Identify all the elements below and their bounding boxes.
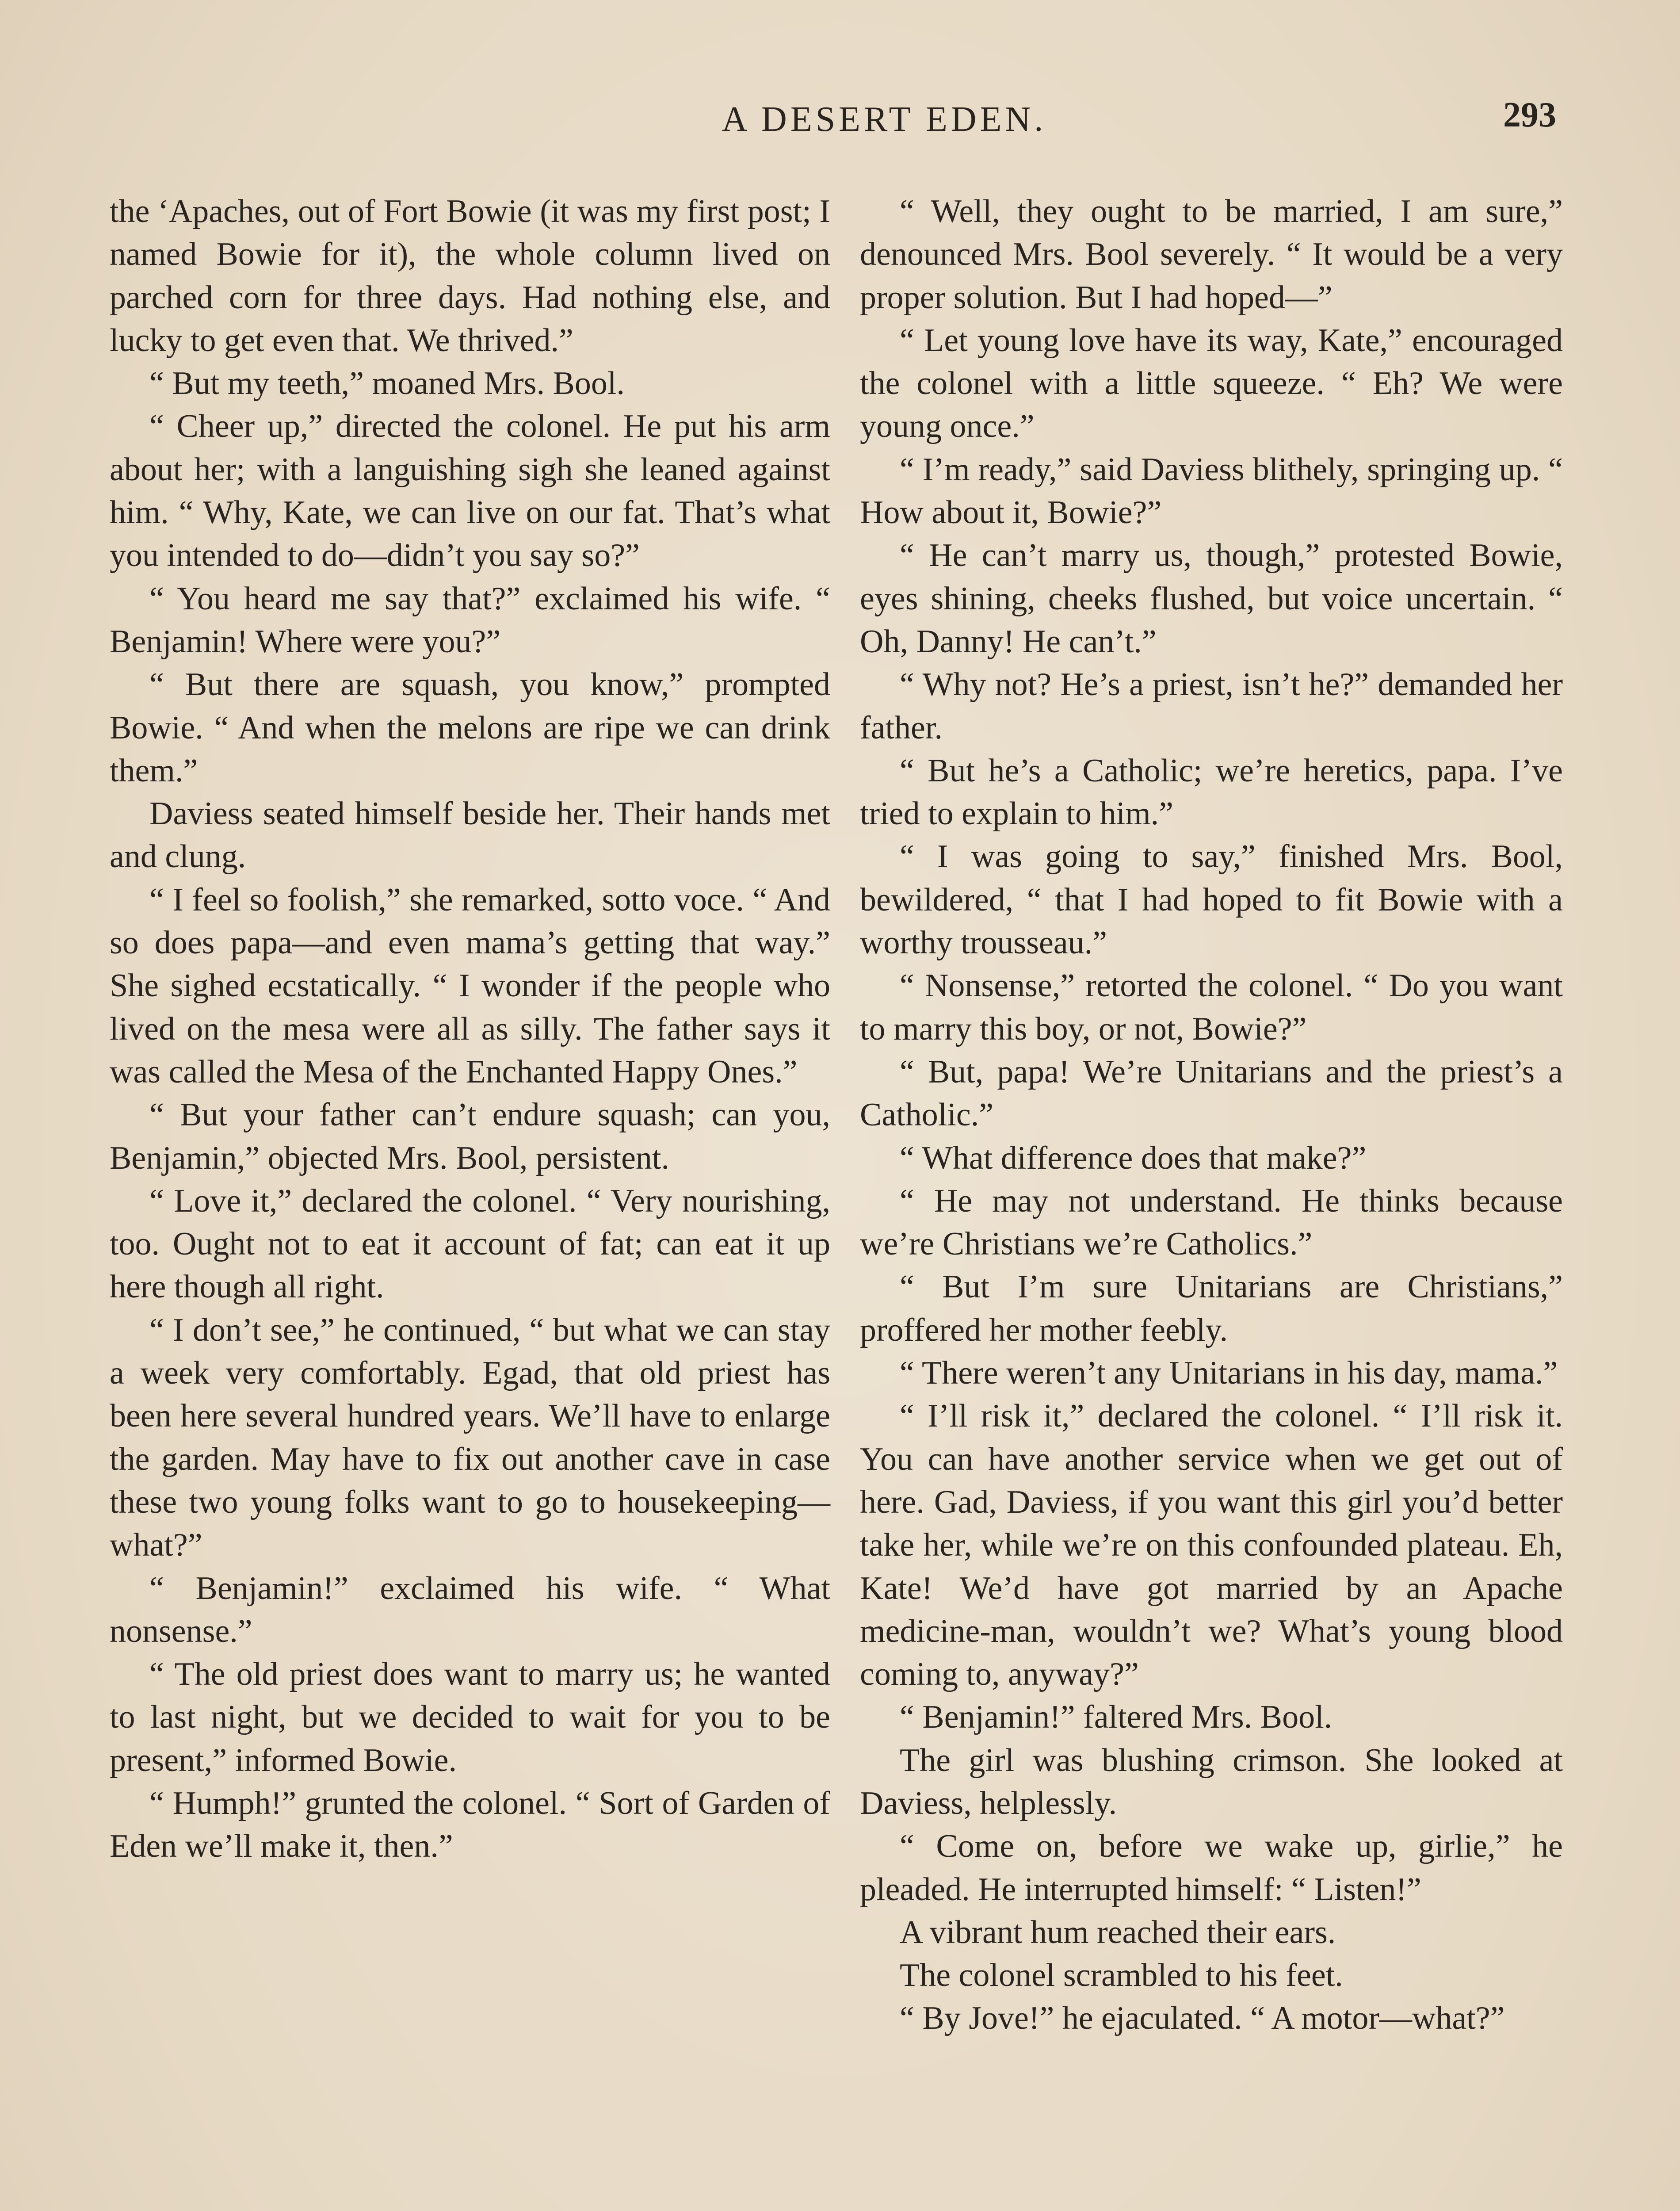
paragraph: “ There weren’t any Unitarians in his day, mama.”: [900, 1355, 1558, 1392]
paragraph: The colonel scrambled to his feet.: [900, 1957, 1343, 1994]
paragraph: “ Benjamin!” faltered Mrs. Bool.: [900, 1699, 1333, 1736]
paragraph: Daviess seated himself beside her. Their hands met and clung.: [110, 796, 830, 875]
right-column: [860, 190, 1563, 2040]
paragraph: A vibrant hum reached their ears.: [900, 1914, 1336, 1951]
paragraph: “ Love it,” declared the colonel. “ Very nourishing, too. Ought not to eat it account of fat; can eat it up here though all right.: [110, 1182, 830, 1305]
paragraph: “ He may not understand. He thinks because we’re Christians we’re Catholics.”: [860, 1182, 1563, 1262]
paragraph: “ I feel so foolish,” she remarked, sotto voce. “ And so does papa—and even mama’s getting that way.” She sighed ecstatically. “ I wonder if the people who lived on the mesa were all as silly. The father says it was called the Mesa of the Enchanted Happy Ones.”: [110, 881, 830, 1090]
page-header: [0, 96, 1680, 153]
paragraph: “ I’ll risk it,” declared the colonel. “ I’ll risk it. You can have another service when we get out of here. Gad, Daviess, if you want this girl you’d better take her, while we’re on this confounded plateau. Eh, Kate! We’d have got married by an Apache medicine-man, wouldn’t we? What’s young blood coming to, anyway?”: [860, 1398, 1563, 1693]
paragraph: “ Cheer up,” directed the colonel. He put his arm about her; with a languishing sigh she leaned against him. “ Why, Kate, we can live on our fat. That’s what you intended to do—didn’t you say so?”: [110, 408, 830, 574]
paragraph: “ But my teeth,” moaned Mrs. Bool.: [149, 365, 625, 402]
paragraph: “ Why not? He’s a priest, isn’t he?” demanded her father.: [860, 666, 1563, 746]
running-title: A DESERT EDEN.: [722, 100, 1047, 139]
paragraph: “ Well, they ought to be married, I am sure,” denounced Mrs. Bool severely. “ It would be a very proper solution. But I had hoped—”: [860, 193, 1563, 316]
paragraph: “ You heard me say that?” exclaimed his wife. “ Benjamin! Where were you?”: [110, 580, 830, 660]
paragraph: “ But he’s a Catholic; we’re heretics, papa. I’ve tried to explain to him.”: [860, 752, 1563, 832]
paragraph: “ But I’m sure Unitarians are Christians,” proffered her mother feebly.: [860, 1269, 1563, 1348]
paragraph: “ I’m ready,” said Daviess blithely, springing up. “ How about it, Bowie?”: [860, 451, 1563, 531]
paragraph: The girl was blushing crimson. She looked at Daviess, helplessly.: [860, 1742, 1563, 1821]
paragraph: the ‘Apaches, out of Fort Bowie (it was my first post; I named Bowie for it), the whole column lived on parched corn for three days. Had nothing else, and lucky to get even that. We thrived.”: [110, 193, 830, 359]
paragraph: “ But your father can’t endure squash; can you, Benjamin,” objected Mrs. Bool, persistent.: [110, 1097, 830, 1176]
paragraph: “ Come on, before we wake up, girlie,” he pleaded. He interrupted himself: “ Listen!”: [860, 1828, 1563, 1908]
paragraph: “ Let young love have its way, Kate,” encouraged the colonel with a little squeeze. “ Eh? We were young once.”: [860, 322, 1563, 445]
paragraph: “ I don’t see,” he continued, “ but what we can stay a week very comfortably. Egad, that old priest has been here several hundred years. We’ll have to enlarge the garden. May have to fix out another cave in case these two young folks want to go to housekeeping—what?”: [110, 1312, 830, 1564]
paragraph: “ I was going to say,” finished Mrs. Bool, bewildered, “ that I had hoped to fit Bowie with a worthy trousseau.”: [860, 838, 1563, 961]
paragraph: “ Nonsense,” retorted the colonel. “ Do you want to marry this boy, or not, Bowie?”: [860, 968, 1563, 1047]
left-column: [110, 190, 830, 1868]
paragraph: “ Humph!” grunted the colonel. “ Sort of Garden of Eden we’ll make it, then.”: [110, 1785, 830, 1865]
paragraph: “ But, papa! We’re Unitarians and the priest’s a Catholic.”: [860, 1053, 1563, 1133]
page-number: 293: [1503, 96, 1556, 134]
paragraph: “ The old priest does want to marry us; he wanted to last night, but we decided to wait for you to be present,” informed Bowie.: [110, 1656, 830, 1779]
paragraph: “ Benjamin!” exclaimed his wife. “ What nonsense.”: [110, 1570, 830, 1649]
paragraph: “ What difference does that make?”: [900, 1140, 1367, 1176]
paragraph: “ But there are squash, you know,” prompted Bowie. “ And when the melons are ripe we can drink them.”: [110, 666, 830, 789]
paragraph: “ He can’t marry us, though,” protested Bowie, eyes shining, cheeks flushed, but voice uncertain. “ Oh, Danny! He can’t.”: [860, 537, 1563, 660]
paragraph: “ By Jove!” he ejaculated. “ A motor—what?”: [900, 2000, 1505, 2037]
